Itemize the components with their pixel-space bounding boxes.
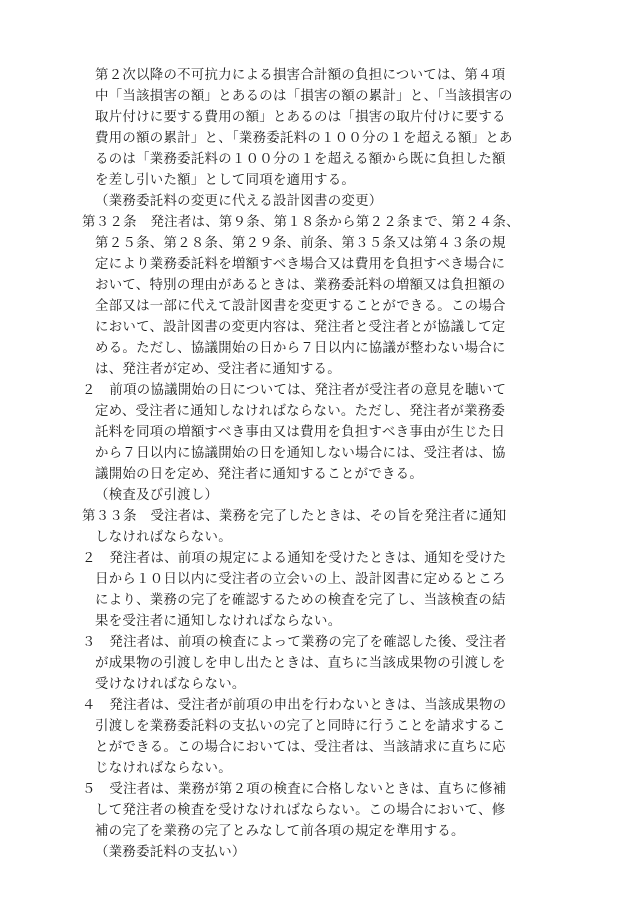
text-line: により、業務の完了を確認するための検査を完了し、当該検査の結 [95,593,506,608]
text-line: 引渡しを業務委託料の支払いの完了と同時に行うことを請求するこ [95,719,506,734]
section-heading: （検査及び引渡し） [95,488,219,503]
text-line: 定め、受注者に通知しなければならない。ただし、発注者が業務委 [95,404,506,419]
text-line: とができる。この場合においては、受注者は、当該請求に直ちに応 [95,740,506,755]
article-heading-33: 第３３条 受注者は、業務を完了したときは、その旨を発注者に通知 [82,509,507,524]
paragraph-3: ３ 発注者は、前項の検査によって業務の完了を確認した後、受注者 [82,635,507,650]
paragraph-5: ５ 受注者は、業務が第２項の検査に合格しないときは、直ちに修補 [82,782,507,797]
text-line: じなければならない。 [95,761,232,776]
text-line: が成果物の引渡しを申し出たときは、直ちに当該成果物の引渡しを [95,656,506,671]
text-line: しなければならない。 [95,530,232,545]
article-heading-32: 第３２条 発注者は、第９条、第１８条から第２２条まで、第２４条、 [82,215,520,230]
text-line: 中「当該損害の額」とあるのは「損害の額の累計」と、「当該損害の [95,89,513,104]
text-line: おいて、特別の理由があるときは、業務委託料の増額又は負担額の [95,278,506,293]
text-line: 取片付けに要する費用の額」とあるのは「損害の取片付けに要する [95,110,506,125]
paragraph-2: ２ 発注者は、前項の規定による通知を受けたときは、通知を受けた [82,551,507,566]
text-line: は、発注者が定め、受注者に通知する。 [95,362,341,377]
text-line: 日から１０日以内に受注者の立会いの上、設計図書に定めるところ [95,572,506,587]
text-line: 第２５条、第２８条、第２９条、前条、第３５条又は第４３条の規 [95,236,506,251]
text-line: 果を受注者に通知しなければならない。 [95,614,342,629]
text-line: るのは「業務委託料の１００分の１を超える額から既に負担した額 [95,152,506,167]
text-line: 第２次以降の不可抗力による損害合計額の負担については、第４項 [95,68,506,83]
text-line: 補の完了を業務の完了とみなして前各項の規定を準用する。 [95,824,465,839]
text-line: 費用の額の累計」と、「業務委託料の１００分の１を超える額」とあ [95,131,513,146]
text-line: において、設計図書の変更内容は、発注者と受注者とが協議して定 [95,320,506,335]
text-line: 託料を同項の増額すべき事由又は費用を負担すべき事由が生じた日 [95,425,506,440]
section-heading: （業務委託料の変更に代える設計図書の変更） [95,194,383,209]
section-heading: （業務委託料の支払い） [95,845,246,860]
text-line: 定により業務委託料を増額すべき場合又は費用を負担すべき場合に [95,257,506,272]
text-line: から７日以内に協議開始の日を通知しない場合には、受注者は、協 [95,446,506,461]
text-line: 議開始の日を定め、発注者に通知することができる。 [95,467,424,482]
text-line: して発注者の検査を受けなければならない。この場合において、修 [95,803,506,818]
text-line: める。ただし、協議開始の日から７日以内に協議が整わない場合に [95,341,506,356]
paragraph-4: ４ 発注者は、受注者が前項の申出を行わないときは、当該成果物の [82,698,507,713]
text-line: 受けなければならない。 [95,677,246,692]
paragraph-2: ２ 前項の協議開始の日については、発注者が受注者の意見を聴いて [82,383,507,398]
text-line: 全部又は一部に代えて設計図書を変更することができる。この場合 [95,299,506,314]
text-line: を差し引いた額」として同項を適用する。 [95,173,356,188]
